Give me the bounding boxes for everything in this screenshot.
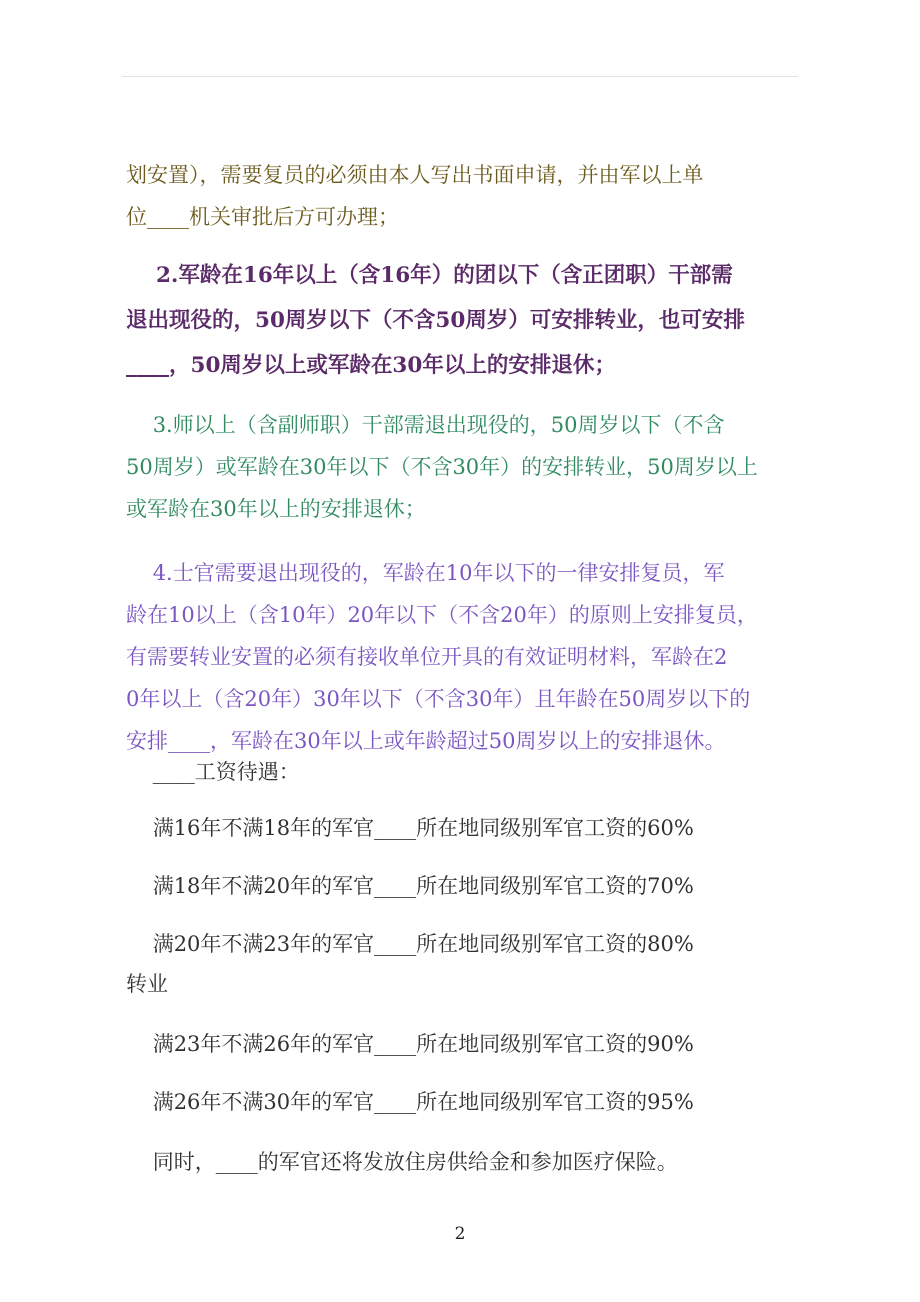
text-line: 2.军龄在16年以上（含16年）的团以下（含正团职）干部需 <box>126 263 733 288</box>
text-line: 位____机关审批后方可办理； <box>126 205 399 229</box>
header-rule <box>122 76 798 77</box>
text-line: 3.师以上（含副师职）干部需退出现役的，50周岁以下（不含 <box>126 413 725 437</box>
paragraph-item-4 <box>126 510 794 762</box>
text-line: 安排____，军龄在30年以上或年龄超过50周岁以上的安排退休。 <box>126 729 726 753</box>
closing-paragraph: 同时，____的军官还将发放住房供给金和参加医疗保险。 <box>126 1150 678 1174</box>
text-line: 或军龄在30年以上的安排退休； <box>126 497 426 521</box>
salary-line: 满23年不满26年的军官____所在地同级别军官工资的90% <box>126 1032 694 1056</box>
text-line: 0年以上（含20年）30年以下（不含30年）且年龄在50周岁以下的 <box>126 687 751 711</box>
text-line: 有需要转业安置的必须有接收单位开具的有效证明材料，军龄在2 <box>126 645 728 669</box>
paragraph-item-2 <box>126 208 794 388</box>
salary-line: 满18年不满20年的军官____所在地同级别军官工资的70% <box>126 874 694 898</box>
salary-line: 满16年不满18年的军官____所在地同级别军官工资的60% <box>126 816 694 840</box>
text-line: 划安置），需要复员的必须由本人写出书面申请，并由军以上单 <box>126 163 704 187</box>
text-line: 满20年不满23年的军官____所在地同级别军官工资的80% <box>126 932 694 956</box>
text-line: 龄在10以上（含10年）20年以下（不含20年）的原则上安排复员， <box>126 603 758 627</box>
paragraph-item-3 <box>126 362 794 530</box>
salary-heading: ____工资待遇： <box>126 760 300 784</box>
text-line: 退出现役的，50周岁以下（不含50周岁）可安排转业，也可安排 <box>126 308 745 333</box>
text-line: 转业 <box>126 972 168 996</box>
text-line: 50周岁）或军龄在30年以下（不含30年）的安排转业，50周岁以上 <box>126 455 758 479</box>
text-line: 4.士官需要退出现役的，军龄在10年以下的一律安排复员，军 <box>126 561 725 585</box>
page-number: 2 <box>454 1224 466 1244</box>
salary-line <box>126 924 806 1004</box>
text-line: ____，50周岁以上或军龄在30年以上的安排退休； <box>126 353 616 378</box>
salary-line: 满26年不满30年的军官____所在地同级别军官工资的95% <box>126 1090 694 1114</box>
